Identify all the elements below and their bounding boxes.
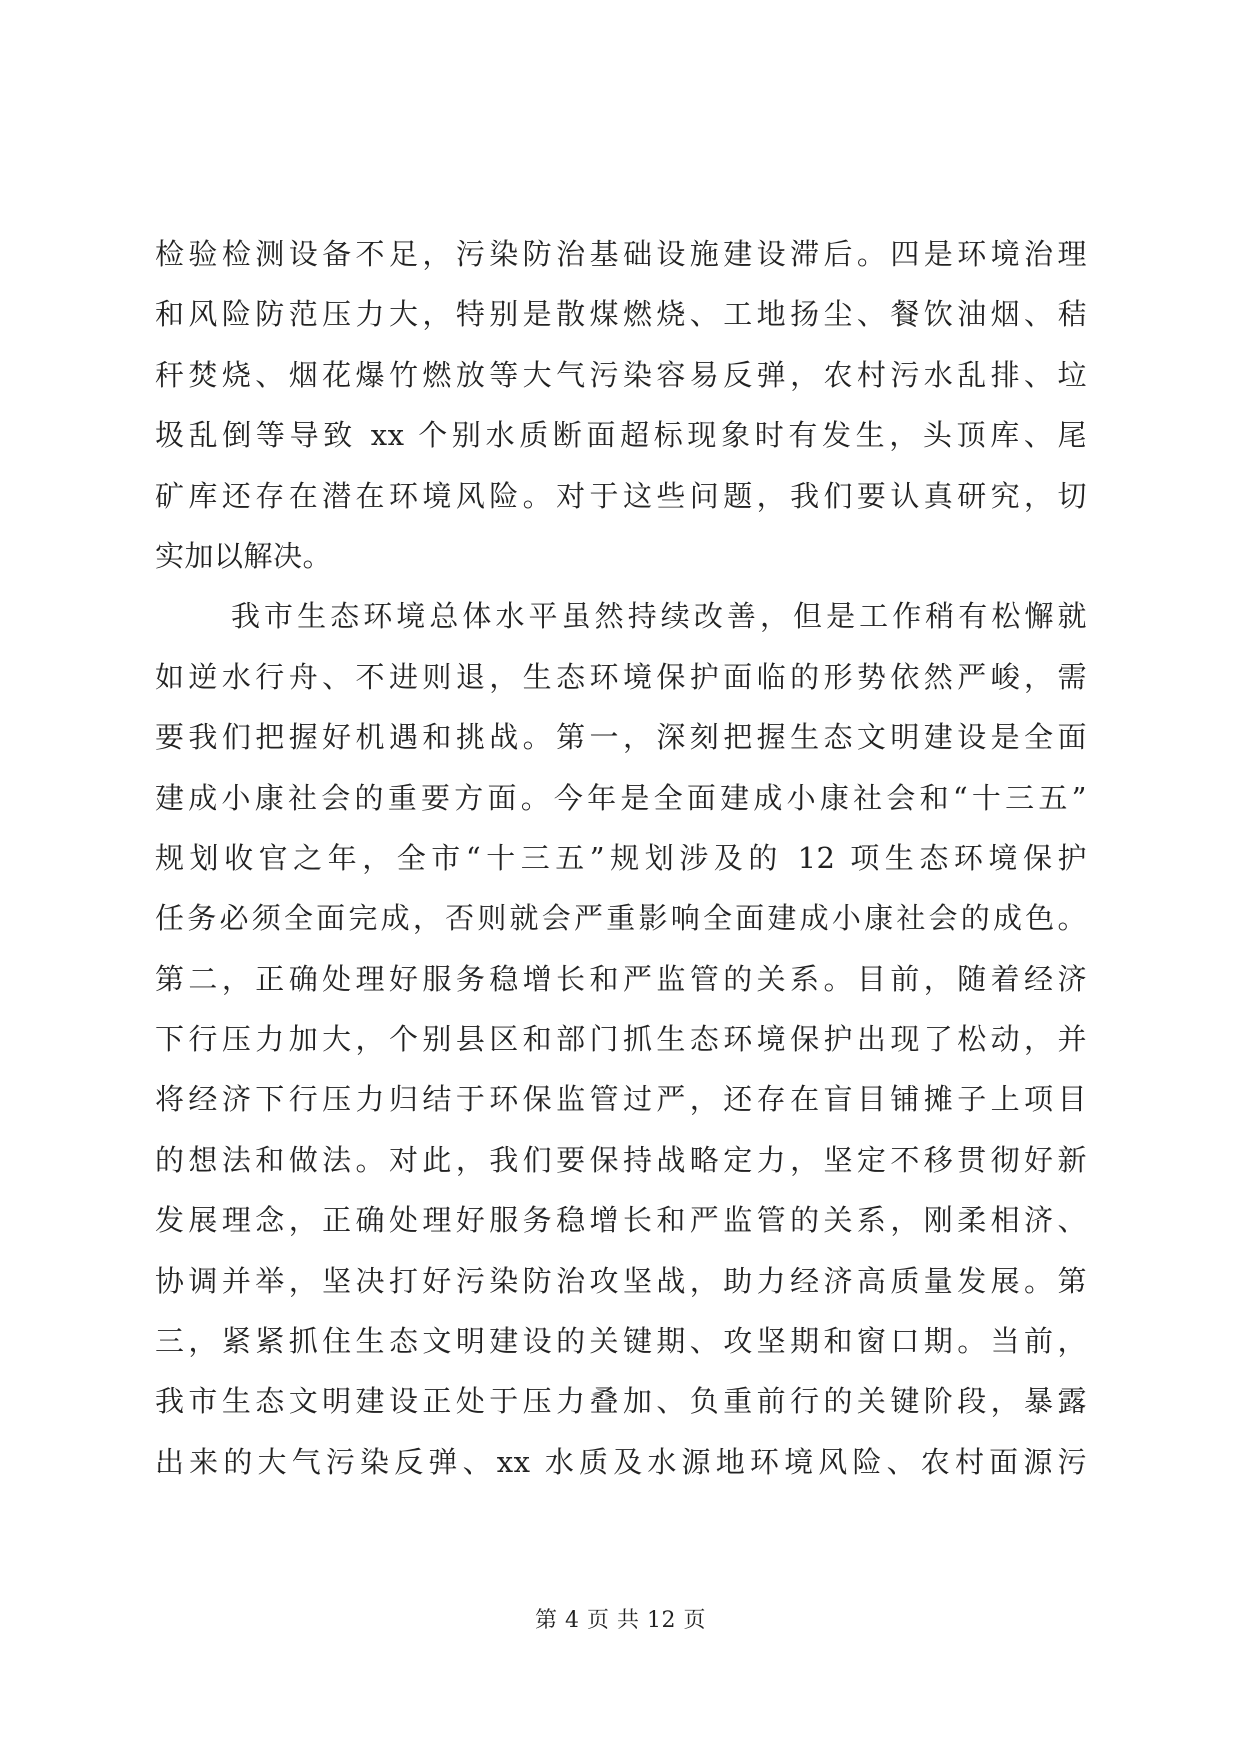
text-line: 的想法和做法。对此，我们要保持战略定力，坚定不移贯彻好新 (155, 1142, 1087, 1177)
text-line: 任务必须全面完成，否则就会严重影响全面建成小康社会的成色。 (155, 901, 1087, 936)
text-line: 矿库还存在潜在环境风险。对于这些问题，我们要认真研究，切 (155, 478, 1087, 513)
text-line: 要我们把握好机遇和挑战。第一，深刻把握生态文明建设是全面 (155, 720, 1087, 755)
text-line: 秆焚烧、烟花爆竹燃放等大气污染容易反弹，农村污水乱排、垃 (155, 357, 1087, 392)
text-line: 检验检测设备不足，污染防治基础设施建设滞后。四是环境治理 (155, 237, 1087, 271)
text-line: 我市生态文明建设正处于压力叠加、负重前行的关键阶段，暴露 (155, 1384, 1087, 1419)
text-line: 和风险防范压力大，特别是散煤燃烧、工地扬尘、餐饮油烟、秸 (155, 297, 1087, 332)
body-text (155, 224, 1087, 1492)
text-line: 发展理念，正确处理好服务稳增长和严监管的关系，刚柔相济、 (155, 1203, 1087, 1238)
text-line: 实加以解决。 (155, 538, 333, 573)
text-line: 三，紧紧抓住生态文明建设的关键期、攻坚期和窗口期。当前， (155, 1324, 1087, 1359)
text-line: 第二，正确处理好服务稳增长和严监管的关系。目前，随着经济 (155, 961, 1087, 996)
text-line: 下行压力加大，个别县区和部门抓生态环境保护出现了松动，并 (155, 1022, 1087, 1057)
text-line: 协调并举，坚决打好污染防治攻坚战，助力经济高质量发展。第 (155, 1263, 1087, 1298)
page-number-footer: 第 4 页 共 12 页 (535, 1608, 706, 1633)
text-line: 如逆水行舟、不进则退，生态环境保护面临的形势依然严峻，需 (155, 659, 1087, 694)
text-line: 出来的大气污染反弹、xx 水质及水源地环境风险、农村面源污 (155, 1444, 1087, 1479)
text-line: 建成小康社会的重要方面。今年是全面建成小康社会和“十三五” (155, 780, 1087, 815)
text-line: 我市生态环境总体水平虽然持续改善，但是工作稍有松懈就 (231, 599, 1087, 634)
text-line: 圾乱倒等导致 xx 个别水质断面超标现象时有发生，头顶库、尾 (155, 418, 1087, 453)
text-line: 将经济下行压力归结于环保监管过严，还存在盲目铺摊子上项目 (155, 1082, 1087, 1117)
text-line: 规划收官之年，全市“十三五”规划涉及的 12 项生态环境保护 (155, 840, 1087, 875)
